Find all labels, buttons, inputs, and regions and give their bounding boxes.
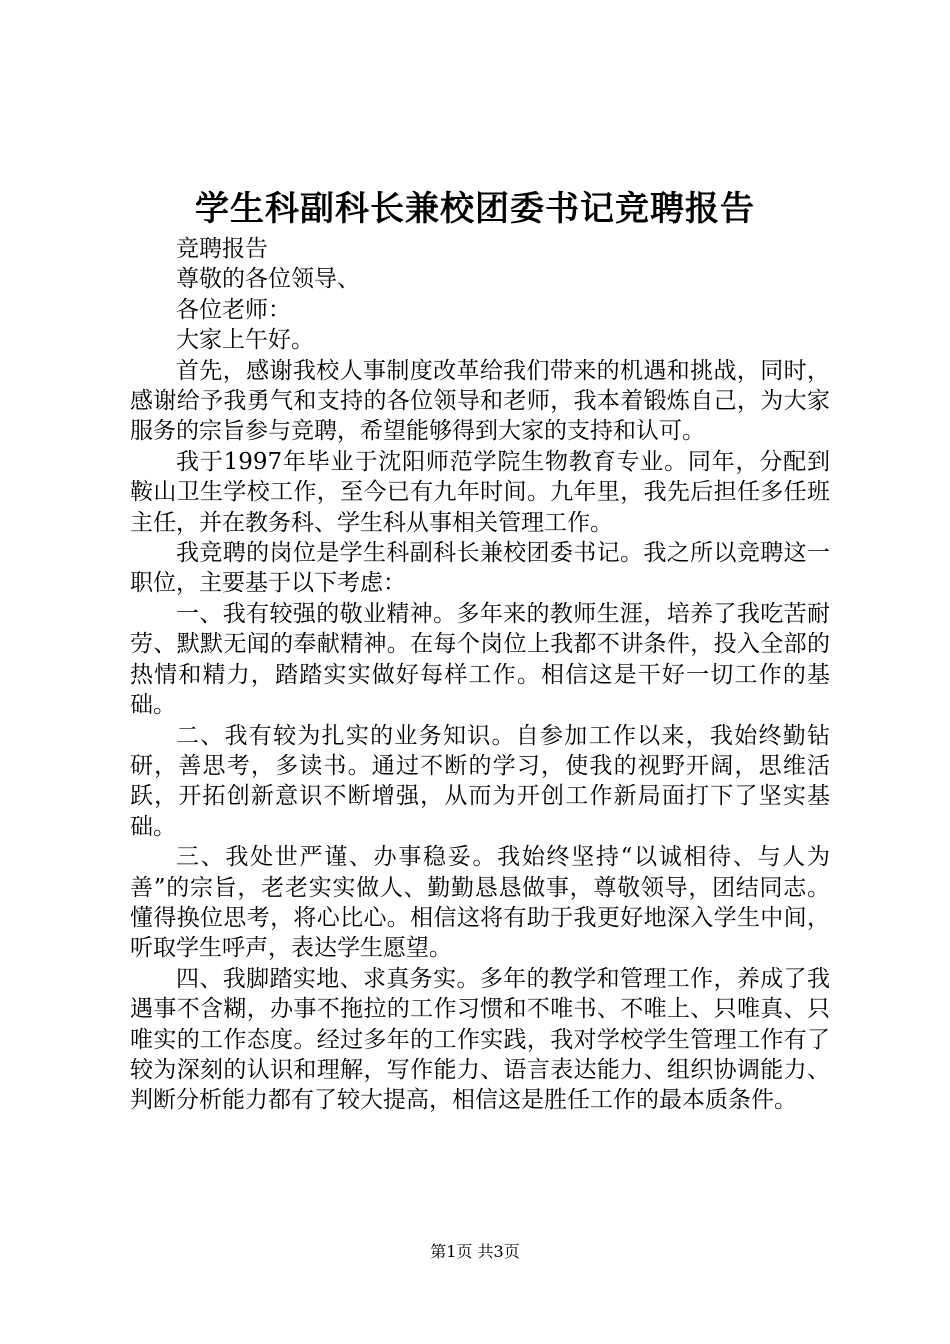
paragraph-heading: 竞聘报告	[176, 236, 268, 262]
paragraph-point-1: 一、我有较强的敬业精神。多年来的教师生涯，培养了我吃苦耐劳、默默无闻的奉献精神。在每个岗位上我都不讲条件，投入全部的热情和精力，踏踏实实做好每样工作。相信这是干好一切工作的基础。	[130, 600, 830, 719]
paragraph-position: 我竞聘的岗位是学生科副科长兼校团委书记。我之所以竞聘这一职位，主要基于以下考虑：	[130, 540, 830, 597]
page-number-footer: 第1页 共3页	[430, 1242, 520, 1261]
paragraph-point-2: 二、我有较为扎实的业务知识。自参加工作以来，我始终勤钻研，善思考，多读书。通过不断的学习，使我的视野开阔，思维活跃，开拓创新意识不断增强，从而为开创工作新局面打下了坚实基础。	[130, 722, 830, 840]
paragraph-background: 我于1997年毕业于沈阳师范学院生物教育专业。同年，分配到鞍山卫生学校工作，至今已有九年时间。九年里，我先后担任多任班主任，并在教务科、学生科从事相关管理工作。	[130, 448, 830, 536]
paragraph-greeting: 大家上午好。	[176, 327, 314, 354]
paragraph-salutation-leaders: 尊敬的各位领导、	[176, 266, 360, 293]
paragraph-point-4: 四、我脚踏实地、求真务实。多年的教学和管理工作，养成了我遇事不含糊，办事不拖拉的工作习惯和不唯书、不唯上、只唯真、只唯实的工作态度。经过多年的工作实践，我对学校学生管理工作有了较为深刻的认识和理解，写作能力、语言表达能力、组织协调能力、判断分析能力都有了较大提高，相信这是胜任工作的最本质条件。	[130, 965, 830, 1114]
document-body	[130, 234, 830, 1116]
document-title: 学生科副科长兼校团委书记竞聘报告	[195, 189, 755, 229]
paragraph-intro: 首先，感谢我校人事制度改革给我们带来的机遇和挑战，同时，感谢给予我勇气和支持的各位领导和老师，我本着锻炼自己，为大家服务的宗旨参与竞聘，希望能够得到大家的支持和认可。	[130, 357, 830, 445]
paragraph-salutation-teachers: 各位老师：	[176, 296, 291, 323]
paragraph-point-3: 三、我处世严谨、办事稳妥。我始终坚持“以诚相待、与人为善”的宗旨，老老实实做人、勤勤恳恳做事，尊敬领导，团结同志。懂得换位思考，将心比心。相信这将有助于我更好地深入学生中间，听取学生呼声，表达学生愿望。	[130, 844, 830, 962]
